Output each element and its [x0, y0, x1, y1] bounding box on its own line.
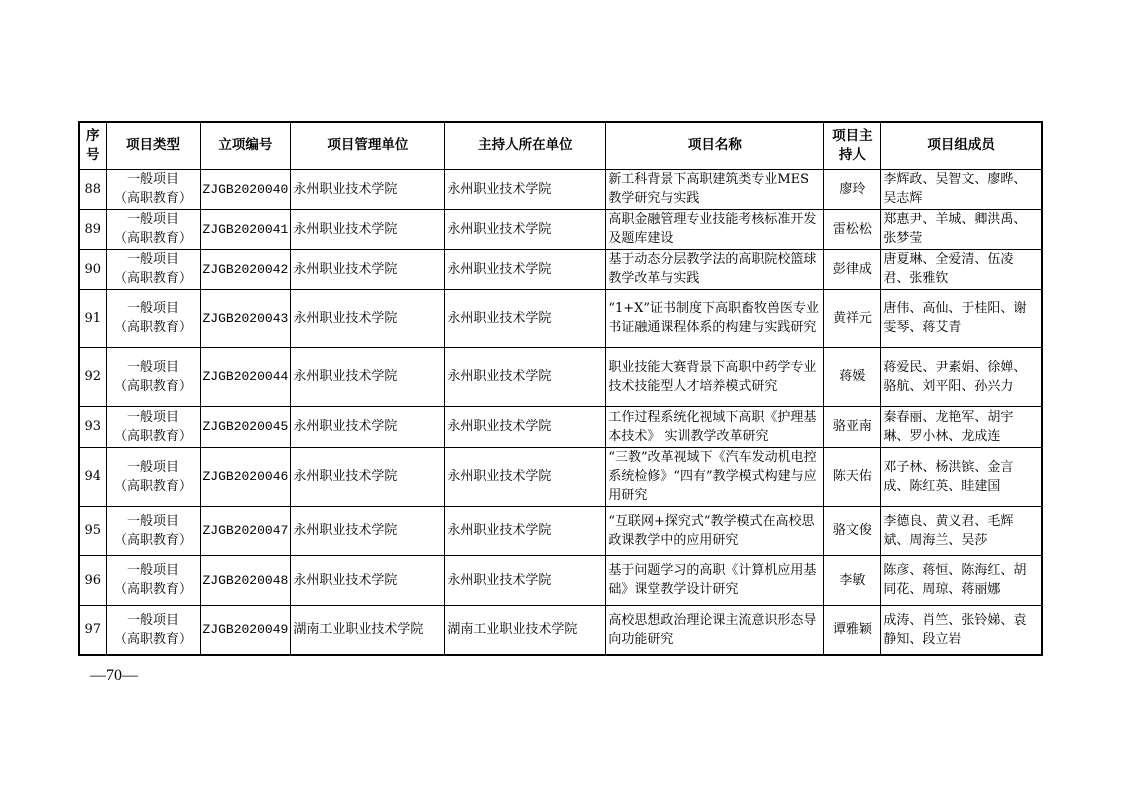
row-members-members: 蒋爱民、尹素娟、徐婵、骆航、刘平阳、孙兴力	[883, 359, 1027, 394]
row-host-host: 陈天佑	[832, 469, 872, 484]
row-no	[79, 506, 106, 555]
row-members-members: 郑惠尹、羊城、卿洪禹、张梦莹	[883, 212, 1027, 246]
row-no	[79, 209, 106, 249]
row-type-type-line2: （高职教育）	[113, 231, 192, 246]
row-host-unit	[445, 447, 606, 506]
row-type-type-line1: 一般项目	[126, 359, 179, 375]
row-type-type-line2: （高职教育）	[113, 428, 192, 444]
row-mgmt-unit	[291, 209, 445, 249]
row-type-type-line1: 一般项目	[126, 513, 179, 529]
row-type	[106, 169, 200, 209]
row-mgmt-unit-mgmt-unit: 永州职业技术学院	[293, 419, 398, 434]
table-row	[79, 209, 1042, 249]
row-mgmt-unit	[291, 347, 445, 406]
row-no	[79, 605, 106, 655]
row-members	[881, 506, 1042, 555]
row-project-name-project-name: 基于动态分层教学法的高职院校篮球教学改革与实践	[608, 252, 817, 286]
row-type	[106, 406, 200, 447]
row-host	[824, 169, 881, 209]
row-type-type-line1: 一般项目	[126, 212, 179, 227]
row-host-unit	[445, 605, 606, 655]
row-members-members: 唐夏琳、全爱清、伍凌君、张雅钦	[883, 252, 1014, 286]
row-mgmt-unit-mgmt-unit: 永州职业技术学院	[293, 181, 398, 197]
row-mgmt-unit	[291, 555, 445, 605]
row-project-name	[606, 209, 824, 249]
page-number: —70—	[90, 667, 138, 684]
row-no-no: 96	[84, 572, 102, 588]
row-no	[79, 289, 106, 347]
row-type-type-line1: 一般项目	[126, 172, 179, 187]
row-no-no: 91	[84, 310, 102, 326]
row-members	[881, 209, 1042, 249]
header-mgmt-unit: 项目管理单位	[291, 122, 445, 169]
row-host-host: 骆文俊	[832, 523, 872, 538]
row-project-name-project-name: 高校思想政治理论课主流意识形态导向功能研究	[608, 612, 817, 647]
table-row	[79, 347, 1042, 406]
row-code-code: ZJGB2020044	[202, 369, 289, 384]
row-no	[79, 347, 106, 406]
row-code-code: ZJGB2020042	[202, 261, 289, 277]
row-host-host: 蒋媛	[839, 369, 866, 384]
row-mgmt-unit	[291, 289, 445, 347]
row-host-unit-host-unit: 永州职业技术学院	[447, 261, 552, 277]
row-host-unit	[445, 249, 606, 289]
header-host: 项目主持人	[824, 122, 881, 169]
row-no-no: 94	[84, 469, 102, 484]
row-host	[824, 605, 881, 655]
row-host	[824, 289, 881, 347]
row-type-type-line2: （高职教育）	[113, 631, 192, 647]
row-code-code: ZJGB2020040	[202, 181, 289, 197]
row-host	[824, 406, 881, 447]
row-mgmt-unit-mgmt-unit: 永州职业技术学院	[293, 523, 398, 538]
row-code	[200, 347, 291, 406]
row-host-unit-host-unit: 永州职业技术学院	[447, 221, 552, 237]
row-project-name-project-name: 新工科背景下高职建筑类专业MES教学研究与实践	[608, 172, 810, 206]
row-code	[200, 289, 291, 347]
row-no	[79, 169, 106, 209]
row-host-host: 黄祥元	[832, 310, 872, 326]
header-code: 立项编号	[200, 122, 291, 169]
row-host-unit-host-unit: 永州职业技术学院	[447, 572, 552, 588]
row-no	[79, 249, 106, 289]
row-type	[106, 506, 200, 555]
row-host-unit-host-unit: 永州职业技术学院	[447, 369, 552, 384]
row-host-host: 李敏	[839, 572, 866, 588]
row-members-members: 秦春丽、龙艳军、胡宇琳、罗小林、龙成连	[883, 409, 1014, 444]
row-mgmt-unit-mgmt-unit: 永州职业技术学院	[293, 261, 398, 277]
row-no	[79, 406, 106, 447]
row-project-name-project-name: 职业技能大赛背景下高职中药学专业技术技能型人才培养模式研究	[608, 359, 817, 394]
row-type-type-line1: 一般项目	[126, 563, 179, 578]
row-code-code: ZJGB2020048	[202, 572, 289, 588]
header-project-name: 项目名称	[606, 122, 824, 169]
table-row	[79, 555, 1042, 605]
row-host-host: 雷松松	[832, 221, 872, 237]
row-code-code: ZJGB2020041	[202, 221, 289, 237]
row-project-name	[606, 506, 824, 555]
row-members-members: 陈彦、蒋恒、陈海红、胡同花、周琼、蒋丽娜	[883, 563, 1027, 597]
row-members-members: 李德良、黄义君、毛辉斌、周海兰、吴莎	[883, 513, 1014, 548]
row-host-unit	[445, 406, 606, 447]
row-project-name-project-name: 基于问题学习的高职《计算机应用基础》课堂教学设计研究	[608, 563, 817, 597]
row-type-type-line1: 一般项目	[126, 612, 179, 628]
row-type-type-line1: 一般项目	[126, 459, 179, 475]
row-project-name-project-name: “互联网+探究式”教学模式在高校思政课教学中的应用研究	[608, 513, 815, 548]
table-row	[79, 447, 1042, 506]
header-host-unit: 主持人所在单位	[445, 122, 606, 169]
row-code	[200, 406, 291, 447]
row-members-members: 李辉政、吴智文、廖晔、吴志辉	[883, 172, 1027, 206]
row-host	[824, 209, 881, 249]
row-mgmt-unit	[291, 447, 445, 506]
row-host-unit	[445, 506, 606, 555]
row-code-code: ZJGB2020043	[202, 310, 289, 326]
row-type	[106, 555, 200, 605]
table-row	[79, 289, 1042, 347]
table-row	[79, 605, 1042, 655]
row-code	[200, 555, 291, 605]
row-host	[824, 447, 881, 506]
header-no: 序号	[79, 122, 106, 169]
row-type-type-line2: （高职教育）	[113, 378, 192, 394]
row-host	[824, 347, 881, 406]
row-members	[881, 605, 1042, 655]
row-no-no: 93	[84, 419, 102, 434]
row-type-type-line2: （高职教育）	[113, 582, 192, 597]
row-no-no: 97	[84, 622, 102, 638]
row-mgmt-unit	[291, 406, 445, 447]
row-members	[881, 447, 1042, 506]
row-mgmt-unit	[291, 506, 445, 555]
row-members	[881, 249, 1042, 289]
table-row	[79, 249, 1042, 289]
row-host-unit-host-unit: 湖南工业职业技术学院	[447, 622, 578, 638]
row-members	[881, 555, 1042, 605]
row-code	[200, 605, 291, 655]
row-code	[200, 249, 291, 289]
row-project-name	[606, 406, 824, 447]
row-members	[881, 406, 1042, 447]
row-project-name-project-name: 工作过程系统化视域下高职《护理基本技术》 实训教学改革研究	[608, 409, 817, 444]
row-type	[106, 605, 200, 655]
row-host-unit-host-unit: 永州职业技术学院	[447, 419, 552, 434]
row-type-type-line2: （高职教育）	[113, 478, 192, 494]
row-code	[200, 169, 291, 209]
row-code-code: ZJGB2020047	[202, 523, 289, 538]
row-mgmt-unit-mgmt-unit: 湖南工业职业技术学院	[293, 622, 424, 638]
row-type-type-line2: （高职教育）	[113, 320, 192, 335]
row-host-unit	[445, 555, 606, 605]
row-mgmt-unit-mgmt-unit: 永州职业技术学院	[293, 369, 398, 384]
row-no-no: 95	[84, 523, 102, 538]
header-type: 项目类型	[106, 122, 200, 169]
row-project-name	[606, 289, 824, 347]
row-host	[824, 555, 881, 605]
table-header-row	[79, 122, 1042, 169]
row-type-type-line2: （高职教育）	[113, 191, 192, 206]
row-members	[881, 169, 1042, 209]
row-host-host: 骆亚南	[832, 419, 872, 434]
row-host-unit	[445, 289, 606, 347]
row-mgmt-unit	[291, 169, 445, 209]
row-no-no: 88	[84, 181, 102, 197]
table-row	[79, 506, 1042, 555]
row-type	[106, 347, 200, 406]
row-project-name	[606, 347, 824, 406]
row-code	[200, 506, 291, 555]
row-host-unit-host-unit: 永州职业技术学院	[447, 310, 552, 326]
row-host-host: 谭雅颖	[832, 622, 872, 638]
row-mgmt-unit	[291, 249, 445, 289]
row-type-type-line1: 一般项目	[126, 252, 179, 267]
row-project-name	[606, 605, 824, 655]
row-host	[824, 506, 881, 555]
row-host-host: 彭律成	[832, 261, 872, 277]
row-members	[881, 347, 1042, 406]
row-mgmt-unit-mgmt-unit: 永州职业技术学院	[293, 572, 398, 588]
row-host-unit-host-unit: 永州职业技术学院	[447, 469, 552, 484]
row-type	[106, 447, 200, 506]
row-host-unit	[445, 209, 606, 249]
row-host	[824, 249, 881, 289]
row-no	[79, 447, 106, 506]
row-type-type-line2: （高职教育）	[113, 532, 192, 548]
header-members: 项目组成员	[881, 122, 1042, 169]
row-type	[106, 209, 200, 249]
row-type-type-line2: （高职教育）	[113, 271, 192, 286]
row-host-unit-host-unit: 永州职业技术学院	[447, 523, 552, 538]
row-host-host: 廖玲	[839, 181, 866, 197]
row-type-type-line1: 一般项目	[126, 301, 179, 316]
row-members-members: 邓子林、杨洪镔、金言成、陈红英、眭建国	[883, 459, 1014, 494]
row-members-members: 唐伟、高仙、于桂阳、谢雯琴、蒋艾青	[883, 301, 1027, 335]
row-mgmt-unit-mgmt-unit: 永州职业技术学院	[293, 469, 398, 484]
row-members-members: 成涛、肖竺、张铃娣、袁静知、段立岩	[883, 612, 1027, 647]
row-project-name-project-name: “1+X”证书制度下高职畜牧兽医专业书证融通课程体系的构建与实践研究	[608, 301, 820, 335]
table-row	[79, 169, 1042, 209]
row-project-name	[606, 447, 824, 506]
row-project-name	[606, 169, 824, 209]
row-mgmt-unit-mgmt-unit: 永州职业技术学院	[293, 310, 398, 326]
project-table	[78, 121, 1043, 656]
row-mgmt-unit-mgmt-unit: 永州职业技术学院	[293, 221, 398, 237]
row-host-unit	[445, 347, 606, 406]
row-no-no: 89	[84, 221, 102, 237]
row-code	[200, 209, 291, 249]
row-type	[106, 249, 200, 289]
row-project-name	[606, 249, 824, 289]
table-body	[79, 169, 1042, 655]
row-members	[881, 289, 1042, 347]
row-code-code: ZJGB2020049	[202, 622, 289, 638]
row-type	[106, 289, 200, 347]
row-project-name-project-name: 高职金融管理专业技能考核标准开发及题库建设	[608, 212, 817, 246]
row-host-unit	[445, 169, 606, 209]
row-code	[200, 447, 291, 506]
row-type-type-line1: 一般项目	[126, 409, 179, 425]
table-row	[79, 406, 1042, 447]
row-no-no: 90	[84, 261, 102, 277]
row-mgmt-unit	[291, 605, 445, 655]
row-code-code: ZJGB2020045	[202, 419, 289, 434]
row-code-code: ZJGB2020046	[202, 469, 289, 484]
row-no-no: 92	[84, 369, 102, 384]
row-project-name-project-name: “三教”改革视域下《汽车发动机电控系统检修》“四有”教学模式构建与应用研究	[608, 450, 817, 503]
row-project-name	[606, 555, 824, 605]
row-host-unit-host-unit: 永州职业技术学院	[447, 181, 552, 197]
row-no	[79, 555, 106, 605]
